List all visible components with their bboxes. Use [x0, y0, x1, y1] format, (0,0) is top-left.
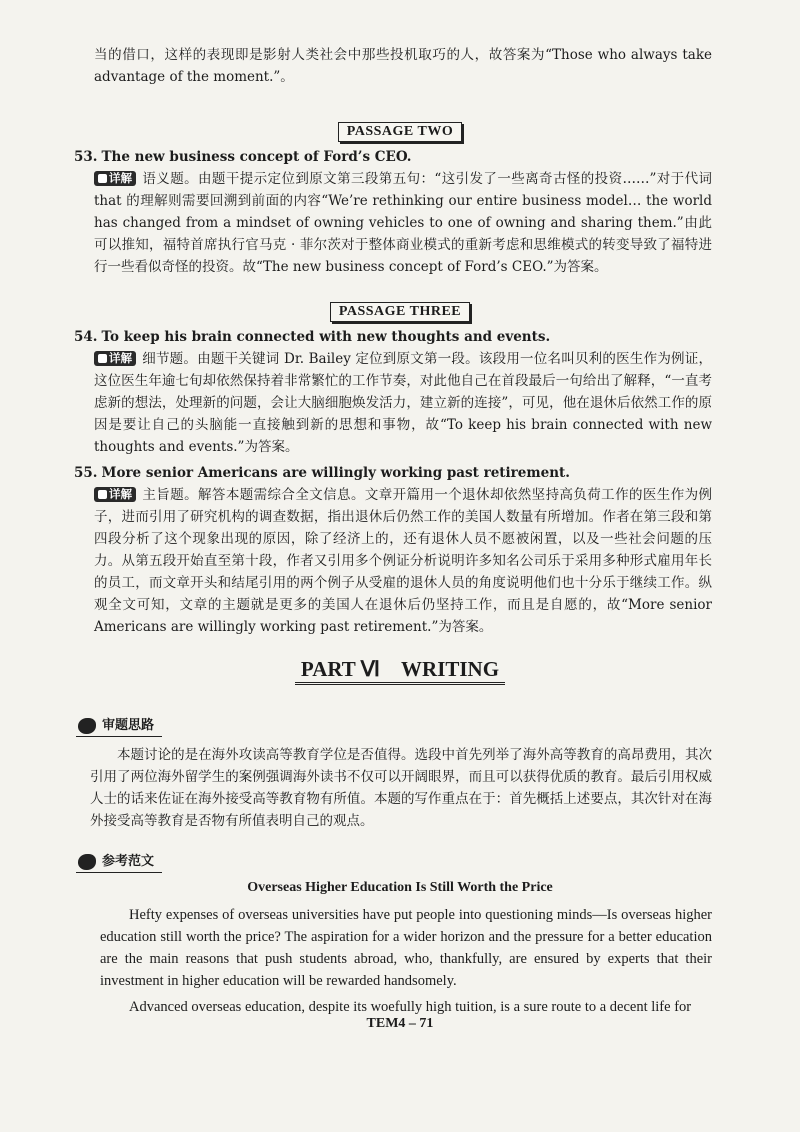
passage-two-label: PASSAGE TWO [338, 122, 463, 142]
question-55-explanation [94, 484, 712, 638]
book-icon [98, 490, 107, 499]
passage-three-label: PASSAGE THREE [330, 302, 470, 322]
question-53-text: 语义题。由题干提示定位到原文第三段第五句：“这引发了一些离奇古怪的投资……”对于代词 that 的理解则需要回溯到前面的内容“We’re rethinking our entire business model… the world has changed from a mindset of owning vehicles to one of owning and sharing them.”由此可以推知，福特首席执行官马克 · 菲尔茨对于整体商业模式的重新考虑和思维模式的转变导致了福特进行一些看似奇怪的投资。故“The new business concept of Ford’s CEO.”为答案。 [94, 171, 712, 275]
question-53-number: 53. [74, 149, 98, 165]
intro-paragraph: 当的借口，这样的表现即是影射人类社会中那些投机取巧的人，故答案为“Those who always take advantage of the moment.”。 [94, 47, 712, 85]
detail-tag: 详解 [94, 171, 136, 186]
book-icon [98, 354, 107, 363]
part-title: PART Ⅵ WRITING [295, 657, 505, 685]
question-54 [74, 326, 714, 348]
question-55-text: 主旨题。解答本题需综合全文信息。文章开篇用一个退休却依然坚持高负荷工作的医生作为例子，进而引用了研究机构的调查数据，指出退休后仍然工作的美国人数量有所增加。作者在第三段和第四段分析了这个现象出现的原因，除了经济上的，还有退休人员不愿被闲置，以及一些社会问题的压力。从第五段开始直至第十段，作者又引用多个例证分析说明许多知名公司乐于采用多种形式雇用年长的员工，而文章开头和结尾引用的两个例子从受雇的退休人员的角度说明他们也十分乐于继续工作。纵观全文可知，文章的主题就是更多的美国人在退休后仍坚持工作，而且是自愿的，故“More senior Americans are willingly working past retirement.”为答案。 [94, 487, 712, 635]
question-55 [74, 462, 714, 484]
question-54-answer: To keep his brain connected with new thoughts and events. [101, 329, 551, 345]
question-55-answer: More senior Americans are willingly working past retirement. [101, 465, 570, 481]
passage-two-heading [0, 120, 800, 142]
question-54-text: 细节题。由题干关键词 Dr. Bailey 定位到原文第一段。该段用一位名叫贝利的医生作为例证，这位医生年逾七旬却依然保持着非常繁忙的工作节奏，对此他自己在首段最后一句给出了解释，“一直考虑新的想法，处理新的问题，会让大脑细胞焕发活力，建立新的连接”，可见，他在退休后依然工作的原因是要让自己的头脑能一直接触到新的思想和事物，故“To keep his brain connected with new thoughts and events.”为答案。 [94, 351, 712, 455]
page-footer: TEM4 – 71 [366, 1016, 434, 1031]
fanwen-label: 参考范文 [76, 852, 162, 873]
pen-blot-icon [78, 854, 96, 870]
book-icon [98, 174, 107, 183]
question-54-explanation [94, 348, 712, 458]
question-55-number: 55. [74, 465, 98, 481]
shenti-paragraph: 本题讨论的是在海外攻读高等教育学位是否值得。选段中首先列举了海外高等教育的高昂费用，其次引用了两位海外留学生的案例强调海外读书不仅可以开阔眼界，而且可以获得优质的教育。最后引用权威人士的话来佐证在海外接受高等教育物有所值。本题的写作重点在于：首先概括上述要点，其次针对在海外接受高等教育是否物有所值表明自己的观点。 [90, 747, 712, 829]
question-53-answer: The new business concept of Ford’s CEO. [101, 149, 412, 165]
question-53 [74, 146, 714, 168]
detail-tag: 详解 [94, 487, 136, 502]
essay-paragraph-2: Advanced overseas education, despite its woefully high tuition, is a sure route to a decent life for [129, 999, 692, 1015]
question-54-number: 54. [74, 329, 98, 345]
shenti-label: 审题思路 [76, 716, 162, 737]
essay-paragraph-1: Hefty expenses of overseas universities have put people into questioning minds—Is overseas higher education still worth the price? The aspiration for a wider horizon and the pressure for a better education are the main reasons that push students abroad, who, thankfully, are ensured by experts that their investment in higher education will be rewarded handsomely. [100, 907, 712, 989]
essay-title: Overseas Higher Education Is Still Worth the Price [247, 880, 553, 895]
part-heading [0, 657, 800, 685]
pen-blot-icon [78, 718, 96, 734]
passage-three-heading [0, 300, 800, 322]
question-53-explanation [94, 168, 712, 278]
detail-tag: 详解 [94, 351, 136, 366]
